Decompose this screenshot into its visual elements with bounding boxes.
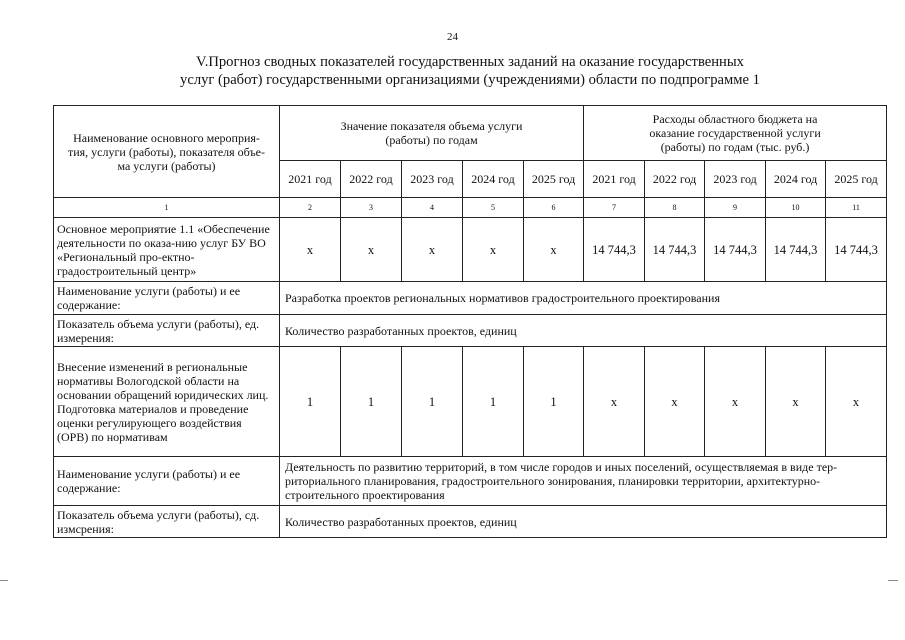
header-year-cell: 2022 год bbox=[645, 161, 705, 198]
page-title bbox=[100, 53, 840, 89]
header-values-group: Значение показателя объема услуги (работы) по годам bbox=[280, 106, 584, 161]
column-number-cell: 4 bbox=[402, 198, 463, 218]
header-year-cell: 2023 год bbox=[402, 161, 463, 198]
column-number-cell: 5 bbox=[463, 198, 524, 218]
column-number-cell: 8 bbox=[645, 198, 705, 218]
service-label: Наименование услуги (работы) и ее содержание: bbox=[54, 282, 280, 315]
value-cell: х bbox=[402, 218, 463, 282]
column-number-cell: 7 bbox=[584, 198, 645, 218]
expense-cell: х bbox=[645, 347, 705, 457]
value-cell: 1 bbox=[463, 347, 524, 457]
indicator-text: Количество разработанных проектов, единиц bbox=[280, 315, 887, 347]
table-row-indicator-2 bbox=[54, 506, 887, 538]
edge-mark-left bbox=[0, 580, 8, 581]
expense-cell: х bbox=[826, 347, 887, 457]
value-cell: х bbox=[463, 218, 524, 282]
indicator-label: Показатель объема услуги (работы), ед. измерения: bbox=[54, 315, 280, 347]
changes-label bbox=[54, 347, 280, 457]
indicator-label: Показатель объема услуги (работы), сд. измсрения: bbox=[54, 506, 280, 538]
indicator-text: Количество разработанных проектов, единиц bbox=[280, 506, 887, 538]
changes-label-line-1: Внесение изменений в региональные нормативы Вологодской области на основании обращений юридических лиц. bbox=[57, 359, 269, 402]
column-number-cell: 10 bbox=[766, 198, 826, 218]
value-cell: 1 bbox=[341, 347, 402, 457]
table-row-activity bbox=[54, 218, 887, 282]
column-number-cell: 1 bbox=[54, 198, 280, 218]
value-cell: 1 bbox=[402, 347, 463, 457]
expense-cell: 14 744,3 bbox=[826, 218, 887, 282]
expense-cell: х bbox=[584, 347, 645, 457]
expense-cell: 14 744,3 bbox=[645, 218, 705, 282]
service-text: Разработка проектов региональных нормативов градостроительного проектирования bbox=[280, 282, 887, 315]
page-number: 24 bbox=[447, 31, 458, 43]
expense-cell: 14 744,3 bbox=[705, 218, 766, 282]
title-line-1: V.Прогноз сводных показателей государственных заданий на оказание государственных bbox=[196, 54, 744, 70]
expense-cell: 14 744,3 bbox=[584, 218, 645, 282]
value-cell: х bbox=[524, 218, 584, 282]
column-number-cell: 11 bbox=[826, 198, 887, 218]
changes-label-line-2: Подготовка материалов и проведение оценки регулирующего воздействия (ОРВ) по нормативам bbox=[57, 401, 249, 444]
column-number-cell: 2 bbox=[280, 198, 341, 218]
value-cell: х bbox=[341, 218, 402, 282]
header-year-cell: 2023 год bbox=[705, 161, 766, 198]
service-text: Деятельность по развитию территорий, в том числе городов и иных поселений, осуществляемая в виде тер-риториального планирования, градостроительного зонирования, планировки территории, архитектурно-строительного проектирования bbox=[280, 457, 887, 506]
header-expenses-group: Расходы областного бюджета на оказание государственной услуги (работы) по годам (тыс. руб.) bbox=[584, 106, 887, 161]
table-row-changes bbox=[54, 347, 887, 457]
header-year-cell: 2024 год bbox=[463, 161, 524, 198]
title-line-2: услуг (работ) государственными организациями (учреждениями) области по подпрограмме 1 bbox=[180, 72, 760, 88]
expense-cell: х bbox=[766, 347, 826, 457]
column-number-cell: 6 bbox=[524, 198, 584, 218]
table-row-service-2 bbox=[54, 457, 887, 506]
value-cell: 1 bbox=[280, 347, 341, 457]
header-year-cell: 2021 год bbox=[584, 161, 645, 198]
column-number-cell: 9 bbox=[705, 198, 766, 218]
table-row-service-1 bbox=[54, 282, 887, 315]
value-cell: х bbox=[280, 218, 341, 282]
expense-cell: х bbox=[705, 347, 766, 457]
expense-cell: 14 744,3 bbox=[766, 218, 826, 282]
header-year-cell: 2025 год bbox=[826, 161, 887, 198]
forecast-table bbox=[53, 105, 887, 538]
table-row-indicator-1 bbox=[54, 315, 887, 347]
edge-mark-right bbox=[888, 580, 898, 581]
header-year-cell: 2024 год bbox=[766, 161, 826, 198]
header-year-cell: 2022 год bbox=[341, 161, 402, 198]
value-cell: 1 bbox=[524, 347, 584, 457]
service-label: Наименование услуги (работы) и ее содержание: bbox=[54, 457, 280, 506]
column-number-cell: 3 bbox=[341, 198, 402, 218]
header-name-column: Наименование основного мероприя-тия, услуги (работы), показателя объе-ма услуги (работы) bbox=[54, 106, 280, 198]
activity-label: Основное мероприятие 1.1 «Обеспечение деятельности по оказа-нию услуг БУ ВО «Региональный про-ектно-градостроительный центр» bbox=[54, 218, 280, 282]
header-year-cell: 2021 год bbox=[280, 161, 341, 198]
header-year-cell: 2025 год bbox=[524, 161, 584, 198]
